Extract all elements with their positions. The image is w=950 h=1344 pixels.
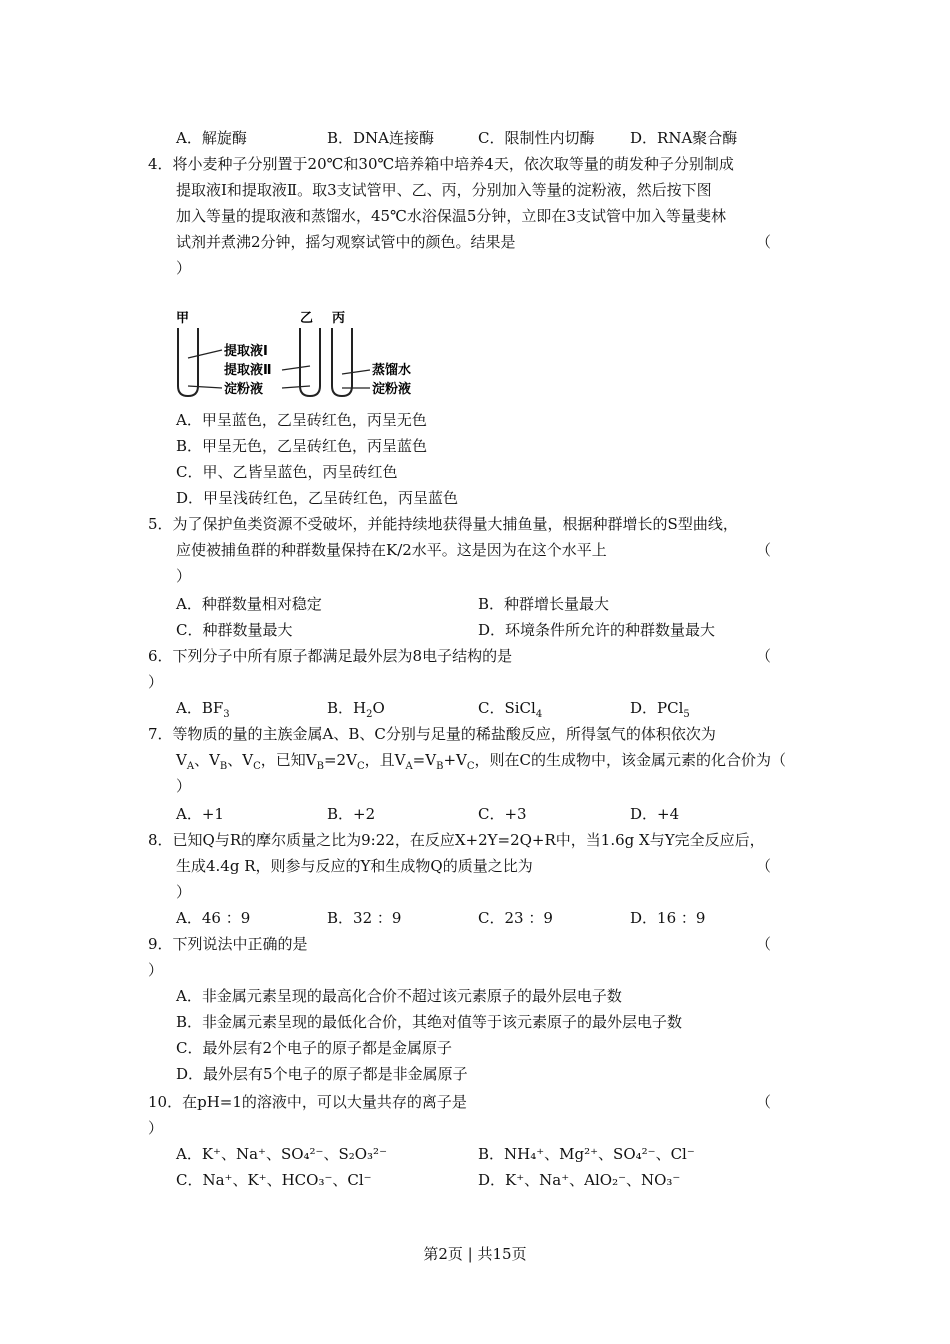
q6-paren-open: （ (756, 647, 772, 665)
q5-stem-line-1: 5．为了保护鱼类资源不受破坏，并能持续地获得量大捕鱼量，根据种群增长的S型曲线， (148, 515, 738, 533)
q6-option-d: D．PCl$_5$ (630, 699, 690, 720)
q5-paren-close: ） (176, 567, 192, 585)
test-tube-figure (172, 300, 432, 400)
label-distilled-water: 蒸馏水 (372, 363, 412, 378)
q8-paren-close: ） (176, 883, 192, 901)
q3-option-c: C．限制性内切酶 (478, 129, 595, 147)
q9-paren-close: ） (148, 961, 164, 979)
q4-paren-open: （ (756, 233, 772, 251)
q7-option-b: B．+2 (327, 805, 376, 823)
label-extract-1: 提取液Ⅰ (224, 344, 268, 359)
q6-option-a: A．$BF_3$ (176, 699, 230, 720)
q3-option-a: A．解旋酶 (176, 129, 247, 147)
q8-stem-line-2: 生成4.4g R，则参与反应的Y和生成物Q的质量之比为 (176, 857, 533, 875)
q6-stem: 6．下列分子中所有原子都满足最外层为8电子结构的是 (148, 647, 513, 665)
q10-paren-close: ） (148, 1119, 164, 1137)
q10-option-b: B．NH₄⁺、Mg²⁺、SO₄²⁻、Cl⁻ (478, 1145, 695, 1163)
q7-stem-line-1: 7．等物质的量的主族金属A、B、C分别与足量的稀盐酸反应，所得氢气的体积依次为 (148, 725, 716, 743)
q4-stem-line-2: 提取液Ⅰ和提取液Ⅱ。取3支试管甲、乙、丙，分别加入等量的淀粉液，然后按下图 (176, 181, 712, 199)
q4-option-d: D．甲呈浅砖红色，乙呈砖红色，丙呈蓝色 (176, 489, 459, 507)
tube-yi (300, 328, 320, 396)
q10-option-c: C．Na⁺、K⁺、HCO₃⁻、Cl⁻ (176, 1171, 372, 1189)
q6-option-b: B．$H_2O$ (327, 699, 385, 720)
tube-label-bing: 丙 (332, 311, 346, 326)
q4-stem-line-3: 加入等量的提取液和蒸馏水，45℃水浴保温5分钟，立即在3支试管中加入等量斐林 (176, 207, 726, 225)
q5-option-a: A．种群数量相对稳定 (176, 595, 322, 613)
q4-option-c: C．甲、乙皆呈蓝色，丙呈砖红色 (176, 463, 398, 481)
label-extract-2: 提取液Ⅱ (224, 363, 272, 378)
q5-stem-line-2: 应使被捕鱼群的种群数量保持在K/2水平。这是因为在这个水平上 (176, 541, 607, 559)
page-footer: 第2页 | 共15页 (423, 1245, 527, 1263)
q9-stem: 9．下列说法中正确的是 (148, 935, 308, 953)
tube-bing (332, 328, 352, 396)
q9-option-b: B．非金属元素呈现的最低化合价，其绝对值等于该元素原子的最外层电子数 (176, 1013, 683, 1031)
q8-option-d: D．16 ：9 (630, 909, 706, 927)
q7-paren-close: ） (176, 777, 192, 795)
q5-option-c: C．种群数量最大 (176, 621, 293, 639)
label-starch-2: 淀粉液 (372, 382, 412, 397)
q8-option-c: C．23 ：9 (478, 909, 553, 927)
q4-option-a: A．甲呈蓝色，乙呈砖红色，丙呈无色 (176, 411, 427, 429)
q6-option-c: C．SiCl$_4$ (478, 699, 543, 720)
q7-option-d: D．+4 (630, 805, 680, 823)
q9-option-a: A．非金属元素呈现的最高化合价不超过该元素原子的最外层电子数 (176, 987, 622, 1005)
tube-label-jia: 甲 (176, 311, 190, 326)
q9-paren-open: （ (756, 935, 772, 953)
q4-stem-line-4: 试剂并煮沸2分钟，摇匀观察试管中的颜色。结果是 (176, 233, 516, 251)
q10-option-a: A．K⁺、Na⁺、SO₄²⁻、S₂O₃²⁻ (176, 1145, 387, 1163)
q10-paren-open: （ (756, 1093, 772, 1111)
q4-stem-line-1: 4．将小麦种子分别置于20℃和30℃培养箱中培养4天，依次取等量的萌发种子分别制成 (148, 155, 734, 173)
tube-label-yi: 乙 (300, 311, 314, 326)
q7-option-a: A．+1 (176, 805, 224, 823)
q3-option-b: B．DNA连接酶 (327, 129, 435, 147)
q5-option-b: B．种群增长量最大 (478, 595, 610, 613)
q8-paren-open: （ (756, 857, 772, 875)
q9-option-d: D．最外层有5个电子的原子都是非金属原子 (176, 1065, 468, 1083)
q8-option-b: B．32 ：9 (327, 909, 402, 927)
q4-option-b: B．甲呈无色，乙呈砖红色，丙呈蓝色 (176, 437, 428, 455)
q7-option-c: C．+3 (478, 805, 527, 823)
q5-paren-open: （ (756, 541, 772, 559)
label-starch-1: 淀粉液 (224, 382, 264, 397)
q10-option-d: D．K⁺、Na⁺、AlO₂⁻、NO₃⁻ (478, 1171, 681, 1189)
q3-option-d: D．RNA聚合酶 (630, 129, 738, 147)
q9-option-c: C．最外层有2个电子的原子都是金属原子 (176, 1039, 453, 1057)
q4-paren-close: ） (176, 259, 192, 277)
q6-paren-close: ） (148, 673, 164, 691)
q5-option-d: D．环境条件所允许的种群数量最大 (478, 621, 716, 639)
q7-stem-line-2: $V_A$、$V_B$、$V_C$，已知$V_B=2V_C$，且$V_A=V_B+V_C$，则在C的生成物中，该金属元素的化合价为（ (176, 751, 786, 772)
q8-stem-line-1: 8．已知Q与R的摩尔质量之比为9:22，在反应X+2Y=2Q+R中，当1.6g X与Y完全反应后， (148, 831, 765, 849)
q8-option-a: A．46 ：9 (176, 909, 251, 927)
q10-stem: 10．在pH=1的溶液中，可以大量共存的离子是 (148, 1093, 467, 1111)
